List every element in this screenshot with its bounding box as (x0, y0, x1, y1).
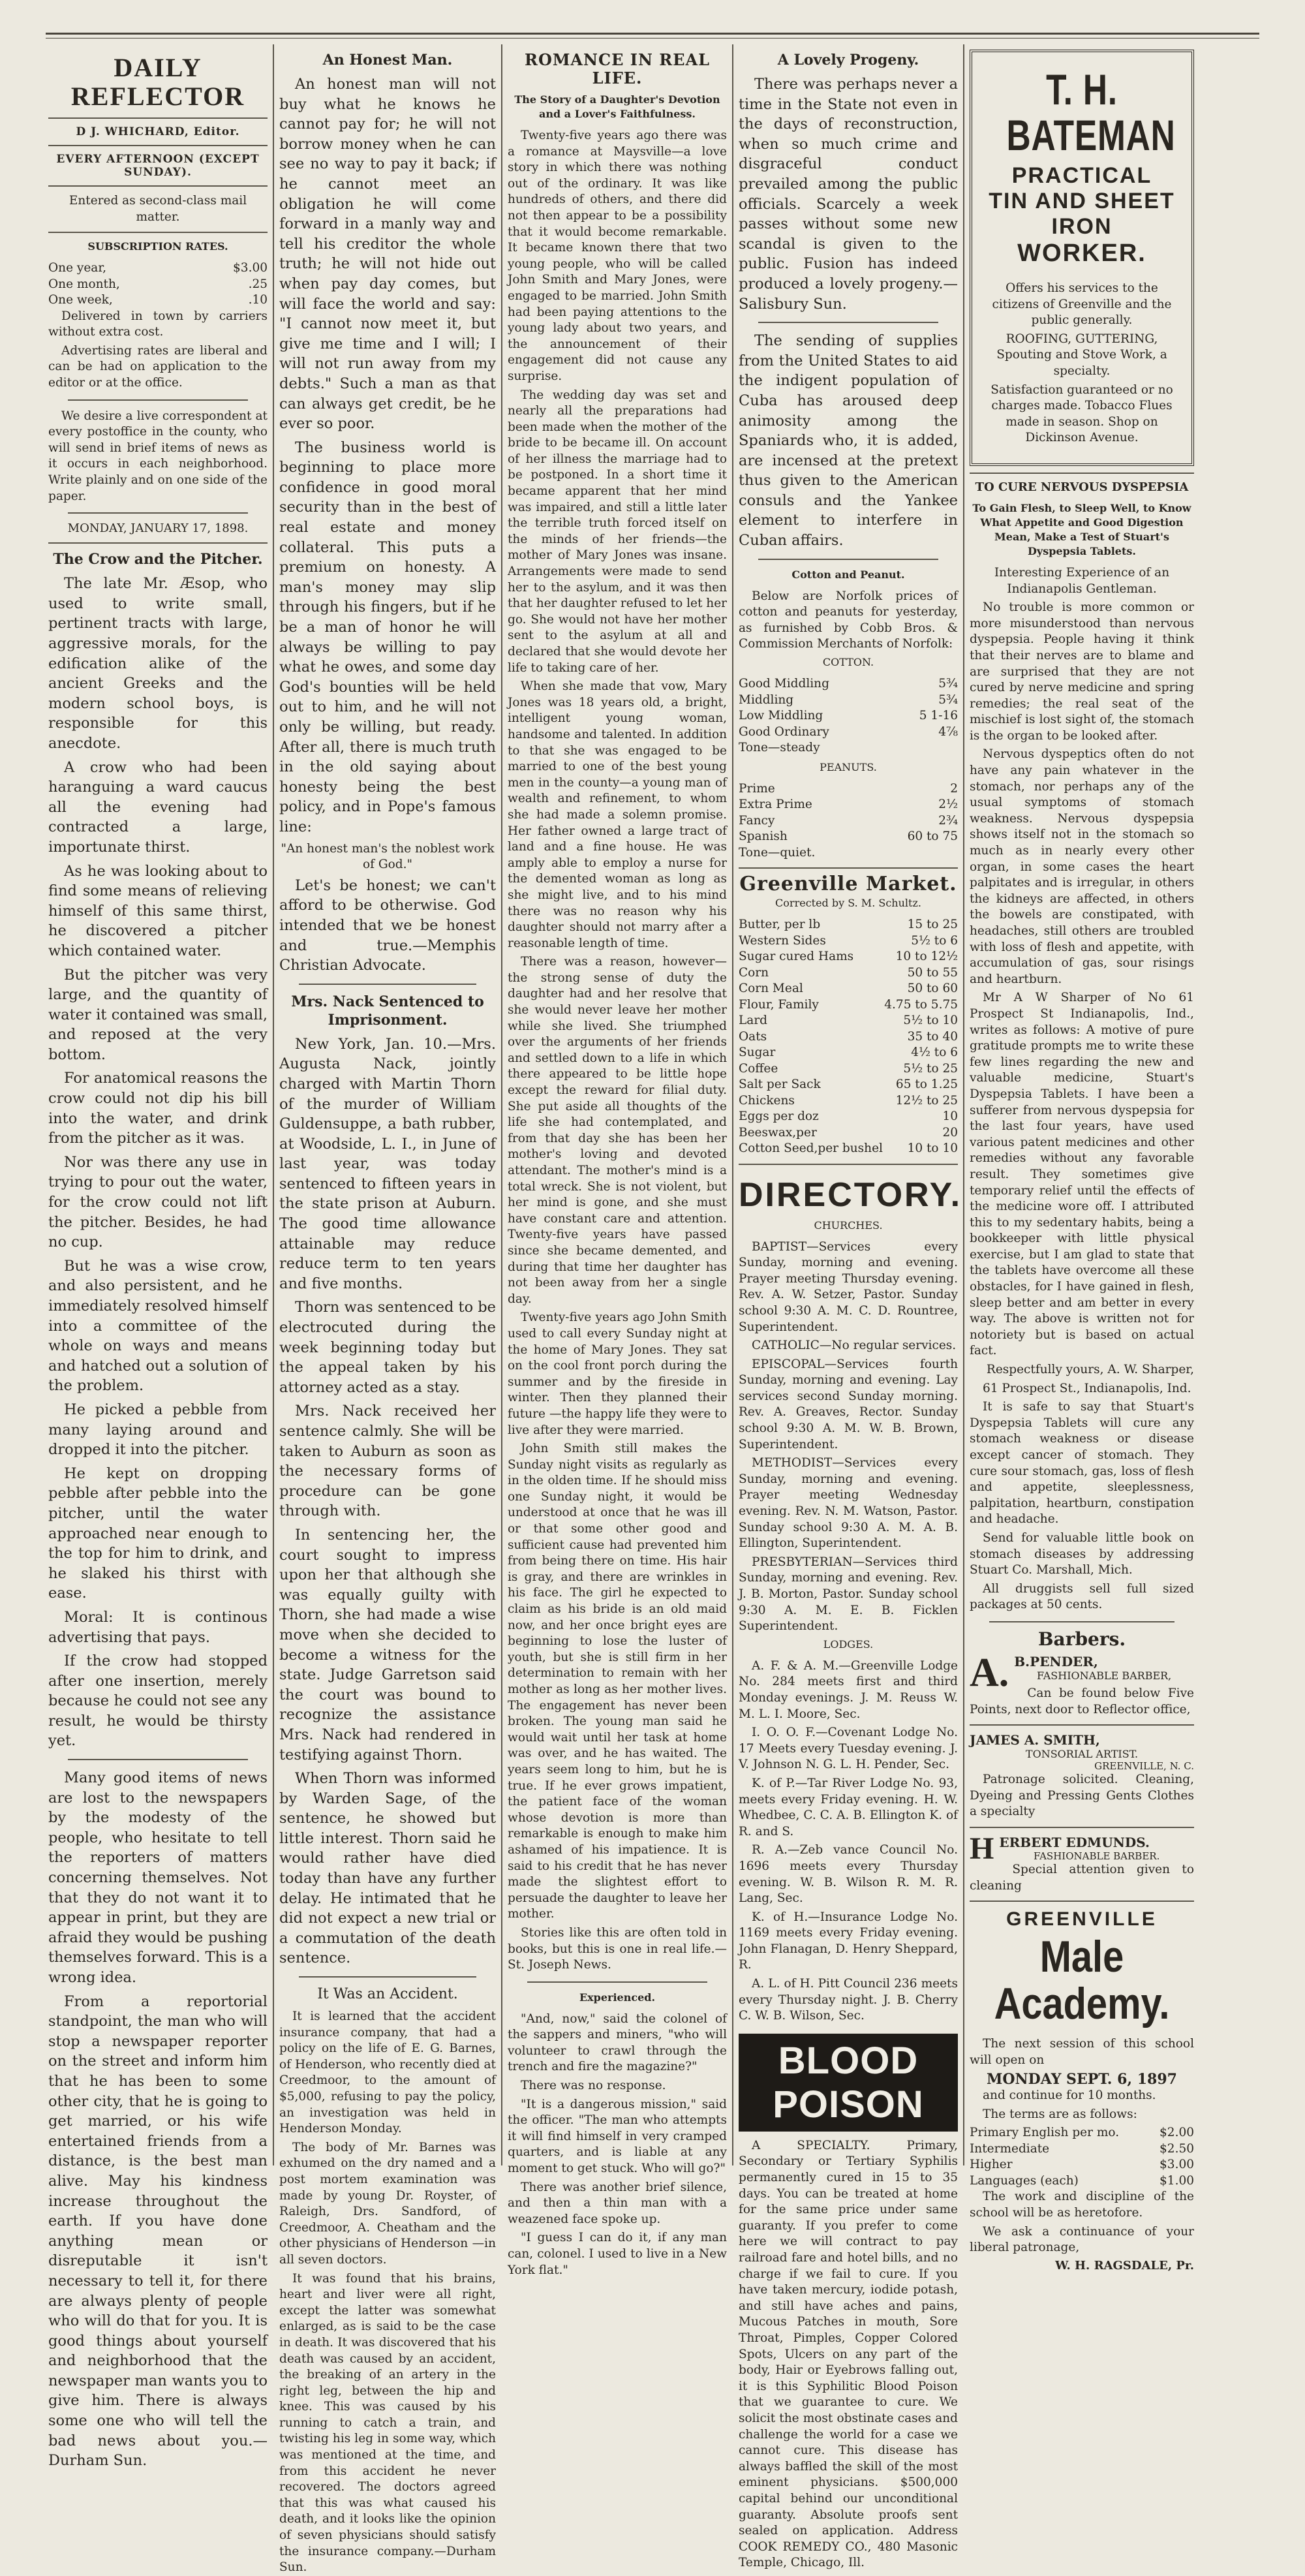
academy-text: The terms are as follows: (983, 2107, 1137, 2121)
article-paragraph: New York, Jan. 10.—Mrs. Augusta Nack, jointly charged with Martin Thorn of the murder of William Guldensuppe, a bath rubber, at Woodside, L. I., in June of last year, was today sentenced to fifteen years in the state prison at Auburn. The good time allowance attainable may reduce reduce term to ten years and five months. (279, 1035, 496, 1292)
article-paragraph: In sentencing her, the court sought to impress upon her that although she was equally guilty with Thorn, she had made a wise move when she decided to become a witness for the state. Judge Garretson said the court was bound to recognize the assistance Mrs. Nack had rendered in testifying against Thorn. (279, 1526, 496, 1763)
article-paragraph: The wedding day was set and nearly all the preparations had been made when the mother of the bride to be became ill. On account of her illness the marriage had to be postponed. In a short time it became apparent that her mind was impaired, and still a little later the terrible truth forced itself on the minds of her friends—the mother of Mary Jones was insane. Arrangements were made to send her to the asylum, and it was then that her daughter refused to let her go. She would not have her mother sent to the asylum at all and declared that she would devote her life to taking care of her. (508, 388, 727, 675)
subscription-heading: SUBSCRIPTION RATES. (87, 240, 228, 253)
divider (68, 399, 248, 401)
rate-row: One year, $3.00 (48, 261, 268, 275)
divider (48, 185, 268, 187)
price-row: Salt per Sack 65 to 1.25 (739, 1078, 958, 1092)
price-row: Tone—quiet. (739, 845, 816, 860)
correspondent-note: We desire a live correspondent at every postoffice in the county, who will send in brief items of news as it occurs in each neighborhood. Write plainly and on one side of the paper. (48, 409, 268, 503)
directory-heading: DIRECTORY. (739, 1175, 962, 1214)
market-intro: Below are Norfolk prices of cotton and peanuts for yesterday, as furnished by Cobb Bros. & Commission Merchants of Norfolk: (739, 589, 958, 651)
barbers-heading: Barbers. (1037, 1628, 1126, 1650)
article-paragraph: As he was looking about to find some means of relieving himself of this same thirst, he discovered a pitcher which contained water. (48, 862, 268, 959)
ad-text: A SPECIALTY. Primary, Secondary or Tertiary Syphilis permanently cured in 15 to 35 days. You can be treated at home for the same price under same guaranty. If you prefer to come here we will contract to pay railroad fare and hotel bills, and no charge if we fail to cure. If you have taken mercury, iodide potash, and still have aches and pains, Mucous Patches in mouth, Sore Throat, Pimples, Copper Colored Spots, Ulcers on any part of the body, Hair or Eyebrows falling out, it is this Syphilitic Blood Poison that we guarantee to cure. We solicit the most obstinate cases and challenge the world for a case we cannot cure. This disease has always baffled the skill of the most eminent physicians. $500,000 capital behind our unconditional guaranty. Absolute proofs sent sealed on application. Address COOK REMEDY CO., 480 Masonic Temple, Chicago, Ill. (739, 2138, 958, 2570)
divider (970, 473, 1194, 474)
price-row: Lard 5½ to 10 (739, 1014, 958, 1028)
ad-line: PRACTICAL (1011, 163, 1152, 188)
church-entry: PRESBYTERIAN—Services third Sunday, morning and evening. Rev. J. B. Morton, Pastor. Sunday school 9:30 A. M. E. B. Ficklen Superintendent. (739, 1555, 958, 1634)
price-row: Good Middling 5¾ (739, 677, 958, 691)
article-heading: ROMANCE IN REAL LIFE. (525, 50, 710, 87)
ad-line: TIN AND SHEET IRON (989, 189, 1175, 239)
column-divider (273, 44, 274, 2165)
article-paragraph: Send for valuable little book on stomach diseases by addressing Stuart Co. Marshall, Mich. (970, 1530, 1194, 1577)
price-row: Good Ordinary 4⅞ (739, 724, 958, 739)
academy-text: and continue for 10 months. (983, 2088, 1156, 2103)
lodges-label: LODGES. (823, 1637, 874, 1651)
divider (48, 232, 268, 233)
price-row: Low Middling 5 1-16 (739, 709, 958, 723)
academy-signature: W. H. RAGSDALE, Pr. (1055, 2258, 1194, 2273)
divider (299, 984, 476, 985)
article-paragraph: Twenty-five years ago John Smith used to call every Sunday night at the home of Mary Jones. They sat on the cool front porch during the summer and by the fireside in winter. Then they planned their future —the happy life they were to live after they were married. (508, 1311, 727, 1437)
article-quote: "An honest man's the noblest work of God." (281, 841, 495, 872)
article-heading: TO CURE NERVOUS DYSPEPSIA (975, 480, 1189, 494)
cotton-label: COTTON. (822, 656, 874, 669)
price-row: Corn 50 to 55 (739, 965, 958, 980)
top-rule (46, 33, 1259, 35)
advertising-note: Advertising rates are liberal and can be had on application to the editor or at the office. (48, 343, 268, 390)
article-paragraph: Moral: It is continous advertising that pays. (48, 1608, 268, 1646)
bateman-ad (970, 50, 1194, 466)
entered-notice: Entered as second-class mail matter. (69, 194, 247, 224)
divider (48, 117, 268, 119)
ad-text: Offers his services to the citizens of Greenville and the public generally. (992, 281, 1172, 328)
article-paragraph: Nor was there any use in trying to pour out the water, for the crow could not lift the pitcher. Besides, he had no cup. (48, 1153, 268, 1251)
barber-name: ERBERT EDMUNDS. (999, 1834, 1150, 1850)
price-row: Chickens 12½ to 25 (739, 1093, 958, 1108)
article-paragraph: Stories like this are often told in books, but this is one in real life.—St. Joseph News. (508, 1925, 727, 1972)
divider (739, 1164, 958, 1165)
barber-text: Can be found below Five Points, next door to Reflector office, (970, 1686, 1194, 1716)
article-paragraph: "It is a dangerous mission," said the officer. "The man who attempts it will find himself in very cramped quarters, and is liable at any moment to get stuck. Who will go?" (508, 2097, 727, 2176)
column-4 (739, 44, 962, 2570)
article-paragraph: The late Mr. Æsop, who used to write small, pertinent tracts with large, aggressive morals, for the edification alike of the ancient Greeks and the modern school boys, is responsible for this anecdote. (48, 575, 268, 752)
price-row: Coffee 5½ to 25 (739, 1061, 958, 1076)
article-subheading: To Gain Flesh, to Sleep Well, to Know What Appetite and Good Digestion Mean, Make a Test of Stuart's Dyspepsia Tablets. (972, 501, 1191, 557)
price-row: Middling 5¾ (739, 692, 958, 707)
lodge-entry: I. O. O. F.—Covenant Lodge No. 17 Meets every Tuesday evening. J. V. Johnson N. G. L. H. Pender, Sec. (739, 1726, 958, 1772)
price-row: Oats 35 to 40 (739, 1029, 958, 1044)
lodge-entry: A. F. & A. M.—Greenville Lodge No. 284 meets first and third Monday evenings. J. M. Reuss W. M. L. I. Moore, Sec. (739, 1658, 958, 1721)
rate-row: One month, .25 (48, 277, 268, 291)
academy-town: GREENVILLE (1006, 1908, 1158, 1931)
article-heading: The Crow and the Pitcher. (53, 551, 263, 568)
article-paragraph: The body of Mr. Barnes was exhumed on the dry named and a post mortem examination was made by young Dr. Royster, of Raleigh, Drs. Sandford, of Creedmoor, A. Cheatham and the other physicians of Henderson —in all seven doctors. (279, 2140, 496, 2267)
blood-poison-banner: BLOOD POISON (739, 2034, 958, 2132)
barber-title: FASHIONABLE BARBER. (1033, 1850, 1160, 1862)
academy-text: We ask a continuance of your liberal patronage, (970, 2224, 1194, 2255)
column-divider (963, 44, 964, 2165)
article-paragraph: Many good items of news are lost to the newspapers by the modesty of the people, who hesitate to tell the reporters of matters concerning themselves. Not that they do not want it to appear in print, but they are afraid they would be pushing themselves forward. This is a wrong idea. (48, 1769, 268, 1986)
price-row: Extra Prime 2½ (739, 798, 958, 812)
churches-label: CHURCHES. (814, 1218, 883, 1232)
article-heading: A Lovely Progeny. (777, 52, 919, 69)
article-paragraph: There was no response. (521, 2079, 666, 2093)
price-row: Sugar 4½ to 6 (739, 1046, 958, 1060)
article-paragraph: Mrs. Nack received her sentence calmly. She will be taken to Auburn as soon as the necessary forms of procedure can be gone through with. (279, 1403, 496, 1520)
edmunds-ad (970, 1831, 1194, 1866)
publication-schedule: EVERY AFTERNOON (EXCEPT SUNDAY). (56, 153, 260, 179)
barber-text: Special attention given to cleaning (970, 1862, 1194, 1893)
lodge-entry: R. A.—Zeb vance Council No. 1696 meets every Thursday evening. W. B. Wilson R. M. R. Lang, Sec. (739, 1843, 958, 1906)
article-paragraph: The business world is beginning to place more confidence in good moral security than in the best of real estate and money collateral. This puts a premium on honesty. A man's money may slip through his fingers, but if he be a man of honor he will always be willing to pay what he owes, and some day God's bounties will be held out to him, and he will not only be willing, but ready. After all, there is much truth in the old saying about honesty being the best policy, and in Pope's famous line: (279, 439, 496, 835)
price-row: Corn Meal 50 to 60 (739, 982, 958, 996)
article-paragraph: If the crow had stopped after one insertion, merely because he could not see any result, he would be thirsty yet. (48, 1653, 268, 1750)
article-paragraph: Nervous dyspeptics often do not have any pain whatever in the stomach, nor perhaps any of the usual symptoms of stomach weakness. Nervous dyspepsia shows itself not in the stomach so much as in nearly every other organ, in some cases the heart palpitates and is irregular, in others the kidneys are affected, in others the bowels are constipated, with headaches, still others are troubled with loss of flesh and appetite, with accumulation of gas, sour risings and heartburn. (970, 747, 1194, 986)
article-paragraph: When Thorn was informed by Warden Sage, of the sentence, he showed but little interest. Thorn said he would rather have died today than have any further delay. He intimated that he did not expect a new trial or a commutation of the death sentence. (279, 1770, 496, 1967)
column-2 (279, 44, 496, 2575)
tuition-row: Higher $3.00 (970, 2158, 1194, 2172)
delivery-note: Delivered in town by carriers without extra cost. (48, 309, 268, 339)
ad-title: T. H. BATEMAN (1006, 65, 1176, 159)
drop-cap: A. (970, 1650, 1009, 1695)
article-paragraph: There was perhaps never a time in the State not even in the days of reconstruction, when so much crime and disgraceful conduct prevailed among the public officials. Scarcely a week passes without some new scandal is given to the public. Fusion has indeed produced a lovely progeny.—Salisbury Sun. (739, 76, 958, 313)
article-paragraph: It is safe to say that Stuart's Dyspepsia Tablets will cure any stomach weakness or disease except cancer of stomach. They cure sour stomach, gas, loss of flesh and appetite, sleeplessness, palpitation, heartburn, constipation and headache. (970, 1400, 1194, 1527)
article-heading: It Was an Accident. (317, 1986, 458, 2003)
divider (299, 1976, 476, 1978)
article-paragraph: He picked a pebble from many laying around and dropped it into the pitcher. (48, 1401, 268, 1459)
article-paragraph: A crow who had been haranguing a ward caucus all the evening had contracted a large, importunate thirst. (48, 758, 268, 856)
academy-text: The next session of this school will open on (970, 2037, 1194, 2067)
divider (48, 145, 268, 146)
tuition-row: Primary English per mo. $2.00 (970, 2126, 1194, 2140)
article-subheading: The Story of a Daughter's Devotion and a Lover's Faithfulness. (514, 93, 720, 120)
price-row: Flour, Family 4.75 to 5.75 (739, 997, 958, 1012)
article-paragraph: There was another brief silence, and then a thin man with a weazened face spoke up. (508, 2180, 727, 2226)
divider (758, 559, 938, 560)
divider (68, 512, 248, 514)
price-row: Eggs per doz 10 (739, 1110, 958, 1124)
article-paragraph: No trouble is more common or more misunderstood than nervous dyspepsia. People having it think that their nerves are to blame and are surprised that they are not cured by nerve medicine and spring remedies; the real seat of the mischief is lost sight of, the stomach is the organ to be looked after. (970, 600, 1194, 743)
article-paragraph: All druggists sell full sized packages at 50 cents. (970, 1581, 1194, 1612)
pender-ad (970, 1650, 1194, 1695)
article-paragraph: "I guess I can do it, if any man can, colonel. I used to live in a New York flat." (508, 2231, 727, 2277)
article-paragraph: 61 Prospect St., Indianapolis, Ind. (983, 1381, 1191, 1395)
divider (68, 1759, 248, 1760)
barber-title: FASHIONABLE BARBER, (1037, 1669, 1172, 1682)
price-row: Tone—steady (739, 741, 820, 755)
column-3 (508, 44, 727, 2277)
church-entry: EPISCOPAL—Services fourth Sunday, morning and evening. Lay services second Sunday morning. Rev. A. Greaves, Rector. Sunday school 9:30 A. M. W. B. Brown, Superintendent. (739, 1357, 958, 1451)
masthead: DAILY REFLECTOR (70, 53, 245, 111)
article-paragraph: Thorn was sentenced to be electrocuted during the week beginning today but the appeal taken by his attorney acted as a stay. (279, 1299, 496, 1396)
market-heading: Greenville Market. (739, 873, 957, 896)
price-row: Prime 2 (739, 781, 958, 796)
ad-line: WORKER. (1017, 240, 1146, 267)
church-entry: CATHOLIC—No regular services. (752, 1339, 957, 1353)
divider (739, 867, 958, 869)
ad-text: ROOFING, GUTTERING, Spouting and Stove Work, a specialty. (996, 332, 1167, 378)
article-paragraph: An honest man will not buy what he knows he cannot pay for; he will not borrow money when he can see no way to pay it back; if he cannot meet an obligation he will come forward in a manly way and tell his creditor the whole truth; he will not hide out when pay day comes, but will face the world and say: "I cannot now meet it, but give me time and I will; I will not run away from my debts." Such a man as that can always get credit, be he ever so poor. (279, 76, 496, 433)
article-heading: Mrs. Nack Sentenced to Imprisonment. (291, 993, 484, 1029)
ad-text: Satisfaction guaranteed or no charges made. Tobacco Flues made in season. Shop on Dickinson Avenue. (990, 382, 1173, 445)
article-heading: Experienced. (579, 1991, 656, 2004)
article-paragraph: There was a reason, however—the strong sense of duty the daughter had and her resolve that she would never leave her mother while she lived. She triumphed over the arguments of her friends and settled down to a life in which there appeared to be little hope except the reward for filial duty. She put aside all thoughts of the life she had contemplated, and from that day she has been her mother's loving and devoted attendant. The mother's mind is a total wreck. She is not violent, but her mind is gone, and she must have constant care and attention. Twenty-five years have passed since she became demented, and during that time her daughter has not been away from her a single day. (508, 955, 727, 1306)
article-paragraph: John Smith still makes the Sunday night visits as regularly as in the olden time. If he should miss one Sunday night, it would be understood at once that he was ill or that some other good and sufficient cause had prevented him from being there on time. His hair is gray, and there are wrinkles in his face. The girl he expected to claim as his bride is an old maid now, and her once bright eyes are beginning to lose the luster of youth, but she is still firm in her determination to remain with her mother as long as her mother lives. The engagement has never been broken. The young man said he would wait until her task at home was over, and he has waited. The years seem long to him, but he is true. If he ever grows impatient, the patient face of the woman whose devotion is more than remarkable is enough to make him ashamed of his impatience. It is said to his credit that he has never made the slightest effort to persuade the daughter to leave her mother. (508, 1442, 727, 1921)
divider (48, 542, 268, 544)
barber-title: TONSORIAL ARTIST. (1025, 1748, 1139, 1761)
tuition-row: Intermediate $2.50 (970, 2141, 1194, 2156)
price-row: Beeswax,per 20 (739, 1125, 958, 1140)
barber-name: JAMES A. SMITH, (970, 1732, 1100, 1748)
market-subheading: Corrected by S. M. Schultz. (775, 897, 921, 910)
article-paragraph: Twenty-five years ago there was a romance at Maysville—a love story in which there was nothing out of the ordinary. It was like hundreds of others, and there did not then appear to be a possibility that it would become remarkable. It became known there that two young people, who will be called John Smith and Mary Jones, were engaged to be married. John Smith had been paying attentions to the young lady about two years, and the announcement of their engagement did not cause any surprise. (508, 129, 727, 383)
barber-name: B.PENDER, (1014, 1653, 1098, 1669)
academy-date: MONDAY SEPT. 6, 1897 (987, 2071, 1177, 2088)
barber-text: Patronage solicited. Cleaning, Dyeing and Pressing Gents Clothes a specialty (970, 1773, 1194, 1819)
rate-row: One week, .10 (48, 293, 268, 307)
article-signature: Respectfully yours, A. W. Sharper, (986, 1363, 1194, 1377)
divider (989, 1621, 1174, 1622)
top-rule-thin (46, 38, 1259, 39)
lodge-entry: K. of P.—Tar River Lodge No. 93, meets every Friday evening. H. W. Whedbee, C. C. A. B. Ellington K. of R. and S. (739, 1776, 958, 1839)
article-paragraph: Let's be honest; we can't afford to be otherwise. God intended that we be honest and true.—Memphis Christian Advocate. (279, 877, 496, 974)
article-intro: Interesting Experience of an Indianapolis Gentleman. (994, 565, 1170, 596)
peanut-label: PEANUTS. (820, 760, 877, 773)
editor-line: D J. WHICHARD, Editor. (76, 125, 240, 138)
article-paragraph: For anatomical reasons the crow could not dip his bill into the water, and drink from the pitcher as it was. (48, 1070, 268, 1147)
drop-cap: H (970, 1831, 994, 1866)
divider (527, 1981, 707, 1983)
column-5 (970, 44, 1194, 2273)
lodge-entry: K. of H.—Insurance Lodge No. 1169 meets every Friday evening. John Flanagan, D. Henry Sheppard, R. (739, 1910, 958, 1972)
barber-location: GREENVILLE, N. C. (1094, 1760, 1194, 1773)
price-row: Sugar cured Hams 10 to 12½ (739, 950, 958, 964)
divider (758, 322, 938, 323)
price-row: Spanish 60 to 75 (739, 830, 958, 844)
price-row: Cotton Seed,per bushel 10 to 10 (739, 1141, 958, 1156)
article-heading: An Honest Man. (322, 52, 453, 69)
academy-name: Male Academy. (994, 1932, 1170, 2029)
price-row: Western Sides 5½ to 6 (739, 933, 958, 948)
column-divider (732, 44, 733, 2165)
article-paragraph: Mr A W Sharper of No 61 Prospect St Indianapolis, Ind., writes as follows: A motive of pure gratitude prompts me to write these few lines regarding the new and valuable medicine, Stuart's Dyspepsia Tablets. I have been a sufferer from nervous dyspepsia for the last four years, have used various patent medicines and other remedies without any favorable result. They sometimes give temporary relief until the effects of the medicine wore off. I attributed this to my sedentary habits, being a bookkeeper with little physical exercise, but I am glad to state that the tablets have overcome all these obstacles, for I have gained in flesh, sleep better and am better in every way. The above is written not for notoriety but is based on actual fact. (970, 991, 1194, 1358)
article-paragraph: When she made that vow, Mary Jones was 18 years old, a bright, intelligent young woman, handsome and talented. In addition to that she was engaged to be married to one of the best young men in the county—a young man of wealth and refinement, to whom she had made a solemn promise. Her father owned a large tract of land and a fine house. He was amply able to employ a nurse for the demented woman as long as she might live, and to his mind there was no reason why his daughter should not marry after a reasonable length of time. (508, 679, 727, 950)
academy-text: The work and discipline of the school will be as heretofore. (970, 2190, 1194, 2220)
market-heading: Cotton and Peanut. (791, 568, 905, 581)
article-paragraph: The sending of supplies from the United States to aid the indigent population of Cuba has aroused deep animosity among the Spaniards who, it is added, are incensed at the pretext thus given to the American consuls and the Yankee element to interfere in Cuban affairs. (739, 332, 958, 550)
divider (970, 1827, 1194, 1828)
article-paragraph: But the pitcher was very large, and the quantity of water it contained was small, and reposed at the very bottom. (48, 966, 268, 1063)
church-entry: METHODIST—Services every Sunday, morning and evening. Prayer meeting Wednesday evening. Rev. N. M. Watson, Pastor. Sunday school 9:30 A. M. A. B. Ellington, Superintendent. (739, 1456, 958, 1551)
column-1 (48, 44, 268, 2470)
article-paragraph: But he was a wise crow, and also persistent, and he immediately resolved himself into a committee of the whole on ways and means and hatched out a solution of the problem. (48, 1257, 268, 1395)
issue-date: MONDAY, JANUARY 17, 1898. (67, 521, 249, 536)
article-paragraph: He kept on dropping pebble after pebble into the pitcher, until the water approached near enough to the top for him to drink, and he slaked his thirst with ease. (48, 1465, 268, 1602)
tuition-row: Languages (each) $1.00 (970, 2173, 1194, 2188)
price-row: Fancy 2¾ (739, 813, 958, 828)
article-paragraph: From a reportorial standpoint, the man who will stop a newspaper reporter on the street and inform him that he has been to some other city, that he is going to get married, or his wife entertained friends from a distance, is the best man alive. May his kindness increase throughout the earth. If you have done anything mean or disreputable it isn't necessary to tell it, for there are always plenty of people who will do that for you. It is good things about yourself and neighborhood that the newspaper man wants you to give him. There is always some one who will tell the bad news about you.—Durham Sun. (48, 1993, 268, 2470)
church-entry: BAPTIST—Services every Sunday, morning and evening. Prayer meeting Thursday evening. Rev. A. W. Setzer, Pastor. Sunday school 9:30 A. M. C. D. Rountree, Superintendent. (739, 1239, 958, 1334)
article-paragraph: It is learned that the accident insurance company, that had a policy on the life of E. G. Barnes, of Henderson, who recently died at Creedmoor, to the amount of $5,000, refusing to pay the policy, an investigation was held in Henderson Monday. (279, 2010, 496, 2136)
column-divider (501, 44, 502, 2165)
price-row: Butter, per lb 15 to 25 (739, 918, 958, 932)
article-paragraph: "And, now," said the colonel of the sappers and miners, "who will volunteer to crawl through the trench and fire the magazine?" (508, 2011, 727, 2074)
lodge-entry: A. L. of H. Pitt Council 236 meets every Thursday night. J. B. Cherry C. W. B. Wilson, Sec. (739, 1977, 958, 2023)
article-paragraph: It was found that his brains, heart and liver were all right, except the latter was somewhat enlarged, as is said to be the case in death. It was discovered that his death was caused by an accident, the breaking of an artery in the right leg, between the hip and knee. This was caused by his running to catch a train, and twisting his leg in some way, which was mentioned at the time, and from this accident he never recovered. The doctors agreed that this was what caused his death, and it looks like the opinion of seven physicians should satisfy the insurance company.—Durham Sun. (279, 2271, 496, 2575)
divider (970, 1724, 1194, 1726)
divider (970, 1901, 1194, 1902)
